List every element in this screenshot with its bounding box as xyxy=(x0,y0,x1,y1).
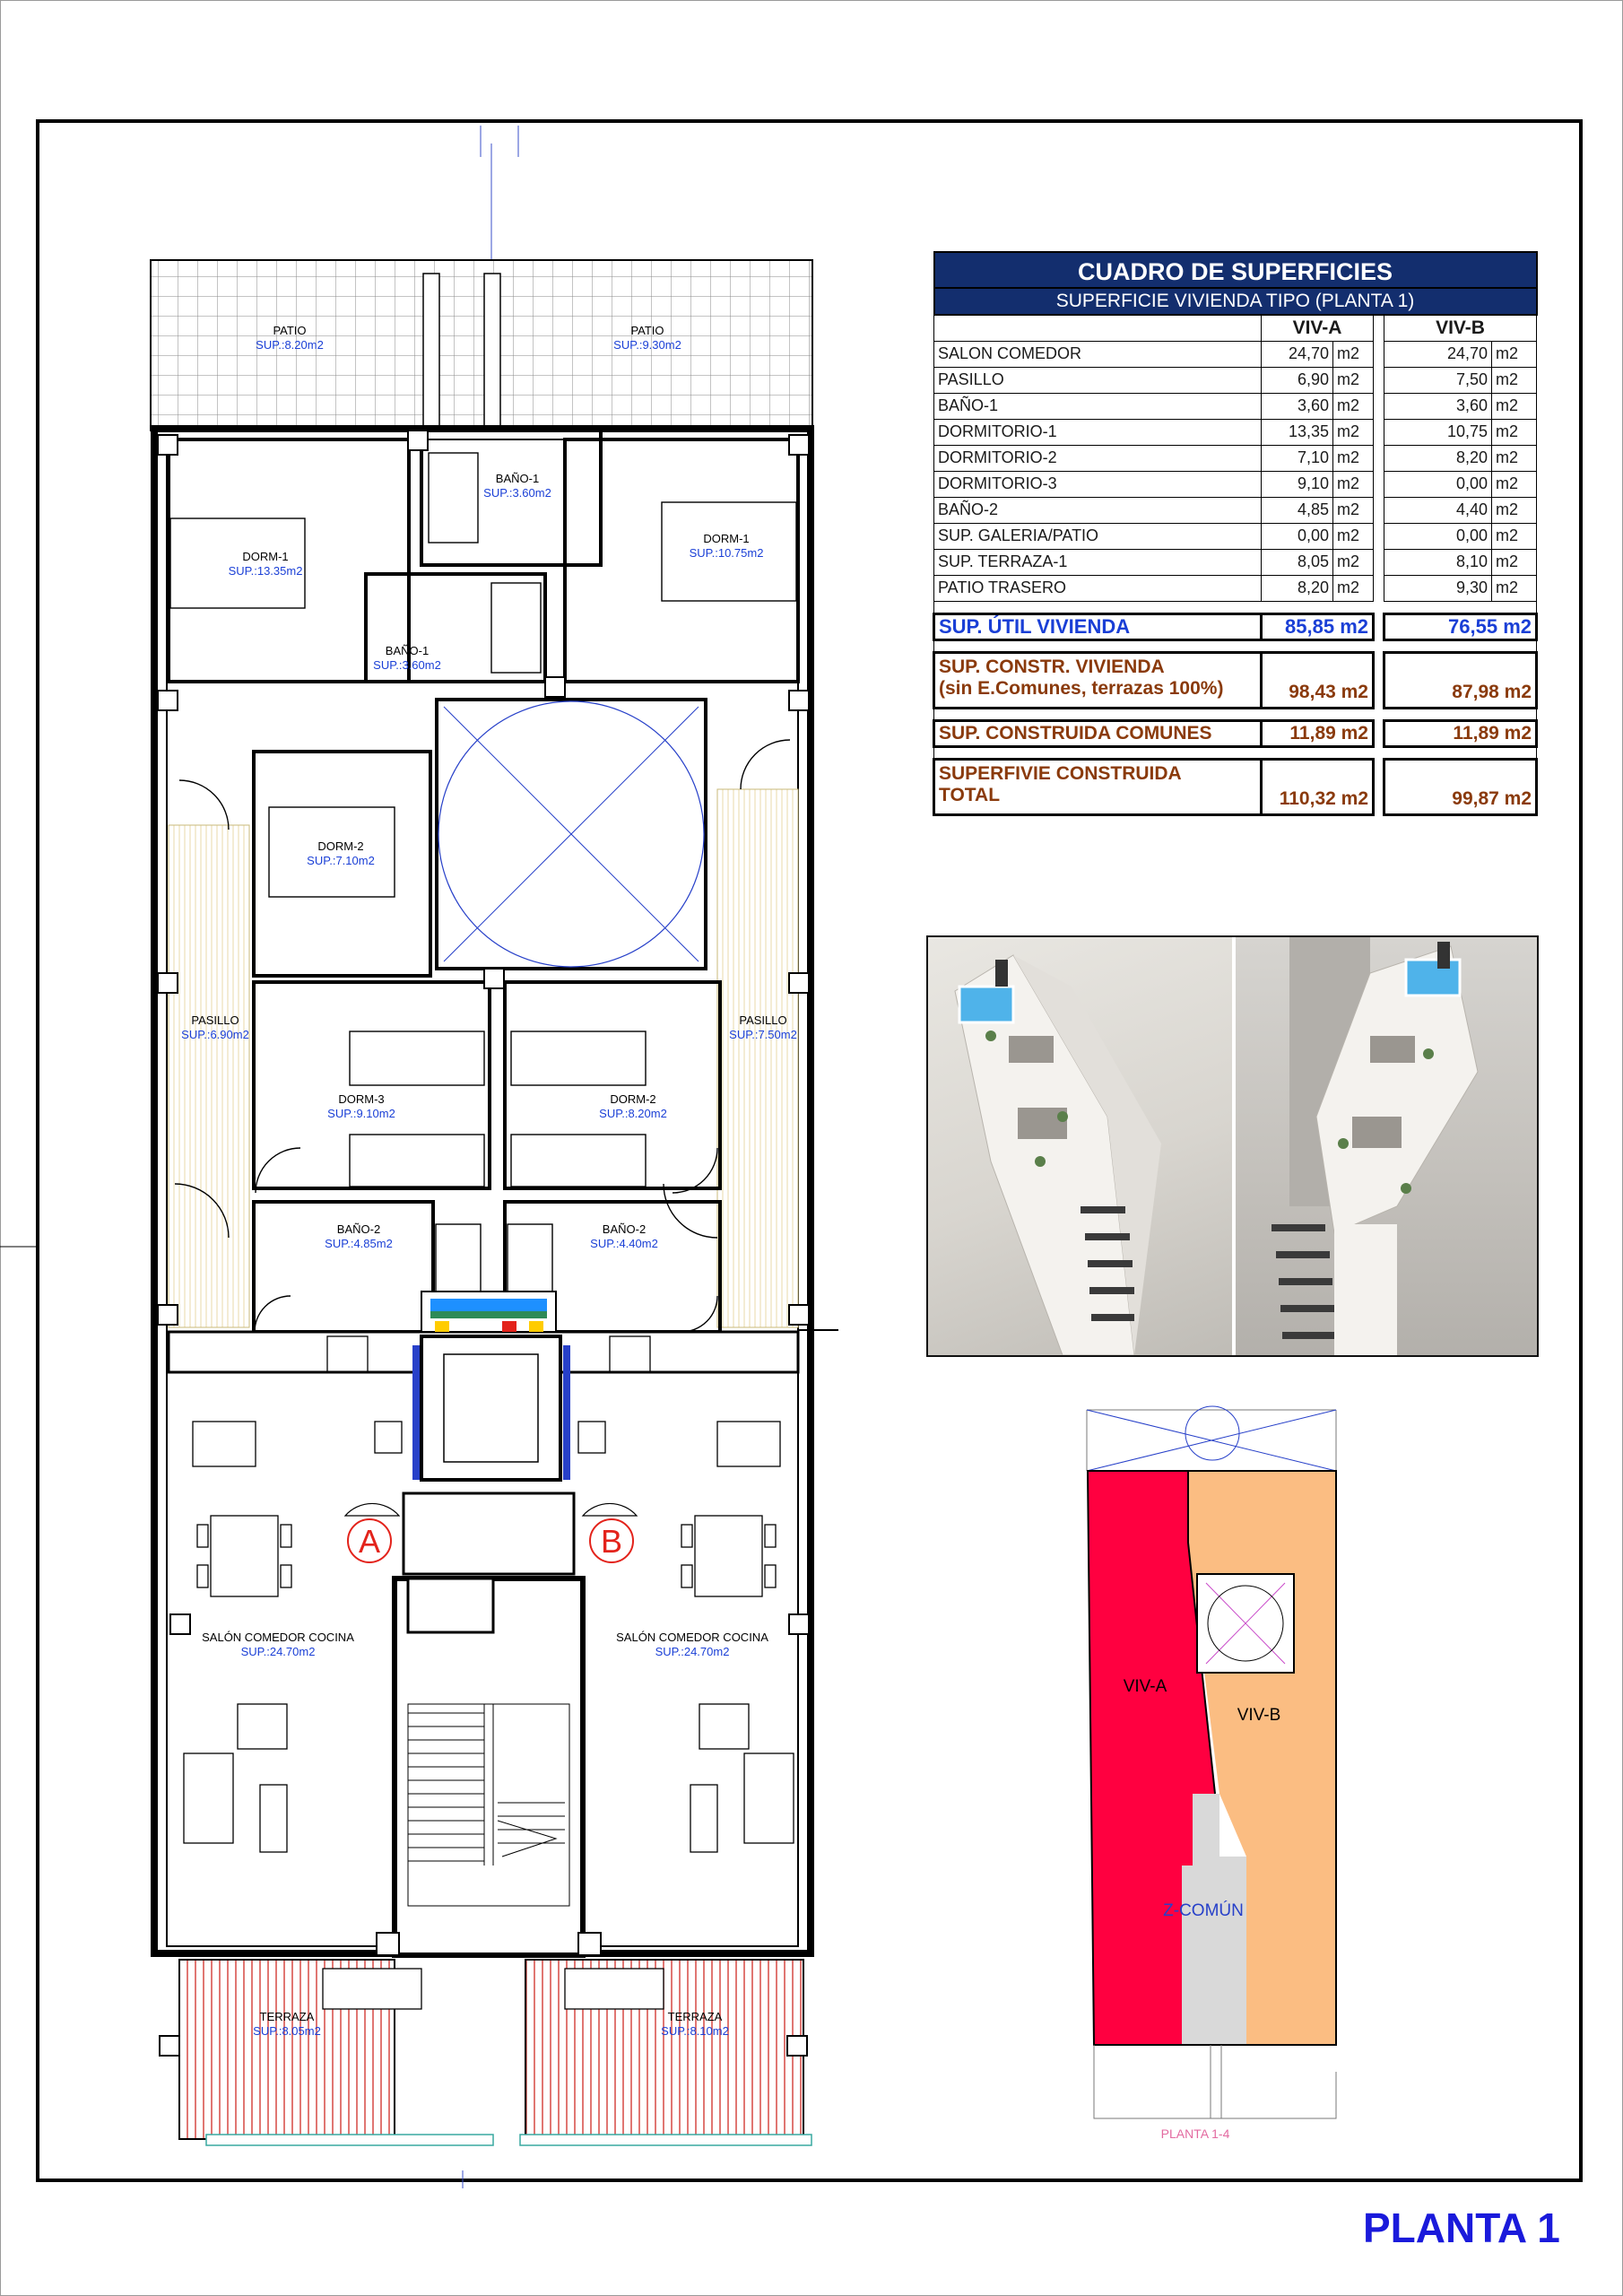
row-spacer xyxy=(1374,523,1384,549)
table-row xyxy=(934,471,1537,497)
row-spacer xyxy=(1374,445,1384,471)
page-title: PLANTA 1 xyxy=(1363,2205,1560,2251)
room-area: SUP.:24.70m2 xyxy=(240,1645,316,1658)
row-value-a: 7,10 xyxy=(1262,445,1333,471)
room-area: SUP.:8.20m2 xyxy=(256,338,324,352)
row-value-b: 7,50 xyxy=(1384,367,1492,393)
key-caption: PLANTA 1-4 xyxy=(1160,2126,1230,2141)
row-unit-a: m2 xyxy=(1333,367,1374,393)
building-renders xyxy=(926,935,1539,1357)
row-label: BAÑO-1 xyxy=(934,393,1262,419)
row-unit-b: m2 xyxy=(1492,523,1537,549)
util-value-a: 85,85 m2 xyxy=(1262,613,1374,639)
col-header-a: VIV-A xyxy=(1262,315,1374,341)
row-value-a: 13,35 xyxy=(1262,419,1333,445)
row-value-a: 0,00 xyxy=(1262,523,1333,549)
row-value-b: 9,30 xyxy=(1384,575,1492,601)
table-row xyxy=(934,523,1537,549)
room-dorm1-a xyxy=(229,550,303,578)
room-name: TERRAZA xyxy=(259,2010,315,2023)
row-value-a: 8,05 xyxy=(1262,549,1333,575)
util-value-b: 76,55 m2 xyxy=(1384,613,1537,639)
row-value-b: 8,10 xyxy=(1384,549,1492,575)
row-unit-b: m2 xyxy=(1492,471,1537,497)
room-area: SUP.:3.60m2 xyxy=(373,658,441,672)
room-terraza-a xyxy=(253,2010,321,2038)
room-area: SUP.:4.85m2 xyxy=(325,1237,393,1250)
key-label-a: VIV-A xyxy=(1123,1677,1167,1696)
room-name: SALÓN COMEDOR COCINA xyxy=(616,1631,768,1644)
room-area: SUP.:24.70m2 xyxy=(655,1645,730,1658)
corridor-a xyxy=(169,825,249,1327)
room-name: BAÑO-1 xyxy=(495,472,540,485)
unit-marker-a xyxy=(348,1519,391,1562)
room-name: PASILLO xyxy=(191,1013,239,1027)
table-subtitle: SUPERFICIE VIVIENDA TIPO (PLANTA 1) xyxy=(934,288,1537,315)
util-label: SUP. ÚTIL VIVIENDA xyxy=(934,613,1262,639)
room-dorm1-b xyxy=(690,532,764,560)
row-label: SUP. TERRAZA-1 xyxy=(934,549,1262,575)
row-spacer xyxy=(1374,471,1384,497)
row-unit-b: m2 xyxy=(1492,549,1537,575)
constr-value-b: 87,98 m2 xyxy=(1384,652,1537,708)
room-area: SUP.:8.20m2 xyxy=(599,1107,667,1120)
unit-marker-b xyxy=(590,1519,633,1562)
row-value-b: 24,70 xyxy=(1384,341,1492,367)
room-salon-a xyxy=(202,1631,354,1658)
room-area: SUP.:13.35m2 xyxy=(228,564,303,578)
room-area: SUP.:6.90m2 xyxy=(181,1028,249,1041)
room-name: PATIO xyxy=(630,324,664,337)
key-label-comun: Z-COMÚN xyxy=(1163,1901,1244,1920)
constr-value-a: 98,43 m2 xyxy=(1262,652,1374,708)
row-label: SALON COMEDOR xyxy=(934,341,1262,367)
patio-area xyxy=(151,260,812,430)
room-name: BAÑO-2 xyxy=(602,1222,647,1236)
row-label: BAÑO-2 xyxy=(934,497,1262,523)
table-row xyxy=(934,367,1537,393)
table-row xyxy=(934,419,1537,445)
row-label: SUP. GALERIA/PATIO xyxy=(934,523,1262,549)
row-label: DORMITORIO-1 xyxy=(934,419,1262,445)
table-row xyxy=(934,445,1537,471)
room-name: BAÑO-2 xyxy=(336,1222,381,1236)
room-name: PASILLO xyxy=(739,1013,787,1027)
row-value-a: 24,70 xyxy=(1262,341,1333,367)
row-unit-b: m2 xyxy=(1492,393,1537,419)
render-image-a xyxy=(928,937,1232,1355)
room-name: DORM-2 xyxy=(317,839,364,853)
key-plan xyxy=(1076,1399,1345,2161)
row-unit-a: m2 xyxy=(1333,523,1374,549)
total-value-b: 99,87 m2 xyxy=(1384,759,1537,814)
room-area: SUP.:3.60m2 xyxy=(483,486,551,500)
room-bano2-b xyxy=(590,1222,658,1250)
room-bano1-top xyxy=(483,472,551,500)
room-bano2-a xyxy=(325,1222,393,1250)
row-value-a: 6,90 xyxy=(1262,367,1333,393)
corridor-b xyxy=(717,789,798,1327)
row-unit-a: m2 xyxy=(1333,549,1374,575)
room-area: SUP.:8.10m2 xyxy=(661,2024,729,2038)
key-label-b: VIV-B xyxy=(1237,1706,1281,1725)
table-row xyxy=(934,341,1537,367)
row-spacer xyxy=(1374,549,1384,575)
room-pasillo-a xyxy=(181,1013,249,1041)
row-unit-b: m2 xyxy=(1492,445,1537,471)
room-dorm3-a xyxy=(327,1092,395,1120)
row-unit-a: m2 xyxy=(1333,393,1374,419)
col-header-b: VIV-B xyxy=(1384,315,1537,341)
row-label: DORMITORIO-3 xyxy=(934,471,1262,497)
row-value-b: 4,40 xyxy=(1384,497,1492,523)
svg-text:B: B xyxy=(600,1523,623,1560)
render-image-b xyxy=(1236,937,1537,1355)
constr-label: SUP. CONSTR. VIVIENDA (sin E.Comunes, terrazas 100%) xyxy=(934,652,1262,708)
row-label: PASILLO xyxy=(934,367,1262,393)
room-area: SUP.:8.05m2 xyxy=(253,2024,321,2038)
room-name: TERRAZA xyxy=(667,2010,723,2023)
room-name: PATIO xyxy=(273,324,307,337)
comunes-label: SUP. CONSTRUIDA COMUNES xyxy=(934,720,1262,746)
row-spacer xyxy=(1374,367,1384,393)
room-dorm2-a xyxy=(307,839,375,867)
total-label: SUPERFIVIE CONSTRUIDA TOTAL xyxy=(934,759,1262,814)
room-name: DORM-1 xyxy=(703,532,750,545)
row-unit-b: m2 xyxy=(1492,419,1537,445)
room-pasillo-b xyxy=(729,1013,797,1041)
row-spacer xyxy=(1374,393,1384,419)
table-row xyxy=(934,575,1537,601)
room-area: SUP.:7.50m2 xyxy=(729,1028,797,1041)
total-value-a: 110,32 m2 xyxy=(1262,759,1374,814)
row-spacer xyxy=(1374,341,1384,367)
table-title: CUADRO DE SUPERFICIES xyxy=(934,252,1537,288)
room-name: DORM-2 xyxy=(610,1092,656,1106)
room-area: SUP.:10.75m2 xyxy=(689,546,764,560)
room-area: SUP.:9.10m2 xyxy=(327,1107,395,1120)
row-unit-a: m2 xyxy=(1333,497,1374,523)
room-area: SUP.:7.10m2 xyxy=(307,854,375,867)
room-dorm2-b xyxy=(599,1092,667,1120)
room-name: DORM-3 xyxy=(338,1092,385,1106)
room-area: SUP.:4.40m2 xyxy=(590,1237,658,1250)
row-value-a: 4,85 xyxy=(1262,497,1333,523)
room-name: SALÓN COMEDOR COCINA xyxy=(202,1631,354,1644)
row-spacer xyxy=(1374,497,1384,523)
room-name: DORM-1 xyxy=(242,550,289,563)
row-unit-b: m2 xyxy=(1492,367,1537,393)
elevator xyxy=(421,1336,560,1480)
row-value-a: 8,20 xyxy=(1262,575,1333,601)
row-unit-a: m2 xyxy=(1333,575,1374,601)
room-area: SUP.:9.30m2 xyxy=(613,338,681,352)
row-unit-a: m2 xyxy=(1333,419,1374,445)
row-unit-b: m2 xyxy=(1492,575,1537,601)
svg-text:A: A xyxy=(358,1523,381,1560)
table-row xyxy=(934,497,1537,523)
area-table xyxy=(933,251,1538,816)
row-spacer xyxy=(1374,575,1384,601)
room-name: BAÑO-1 xyxy=(385,644,430,657)
row-value-b: 3,60 xyxy=(1384,393,1492,419)
row-value-b: 8,20 xyxy=(1384,445,1492,471)
comunes-value-a: 11,89 m2 xyxy=(1262,720,1374,746)
row-label: PATIO TRASERO xyxy=(934,575,1262,601)
row-value-a: 9,10 xyxy=(1262,471,1333,497)
row-value-b: 10,75 xyxy=(1384,419,1492,445)
row-unit-b: m2 xyxy=(1492,341,1537,367)
row-unit-a: m2 xyxy=(1333,445,1374,471)
row-value-b: 0,00 xyxy=(1384,523,1492,549)
row-unit-a: m2 xyxy=(1333,341,1374,367)
row-spacer xyxy=(1374,419,1384,445)
row-unit-b: m2 xyxy=(1492,497,1537,523)
row-value-b: 0,00 xyxy=(1384,471,1492,497)
room-bano1-mid xyxy=(373,644,441,672)
row-value-a: 3,60 xyxy=(1262,393,1333,419)
comunes-value-b: 11,89 m2 xyxy=(1384,720,1537,746)
room-salon-b xyxy=(616,1631,768,1658)
row-label: DORMITORIO-2 xyxy=(934,445,1262,471)
table-row xyxy=(934,393,1537,419)
row-unit-a: m2 xyxy=(1333,471,1374,497)
room-terraza-b xyxy=(661,2010,729,2038)
table-row xyxy=(934,549,1537,575)
